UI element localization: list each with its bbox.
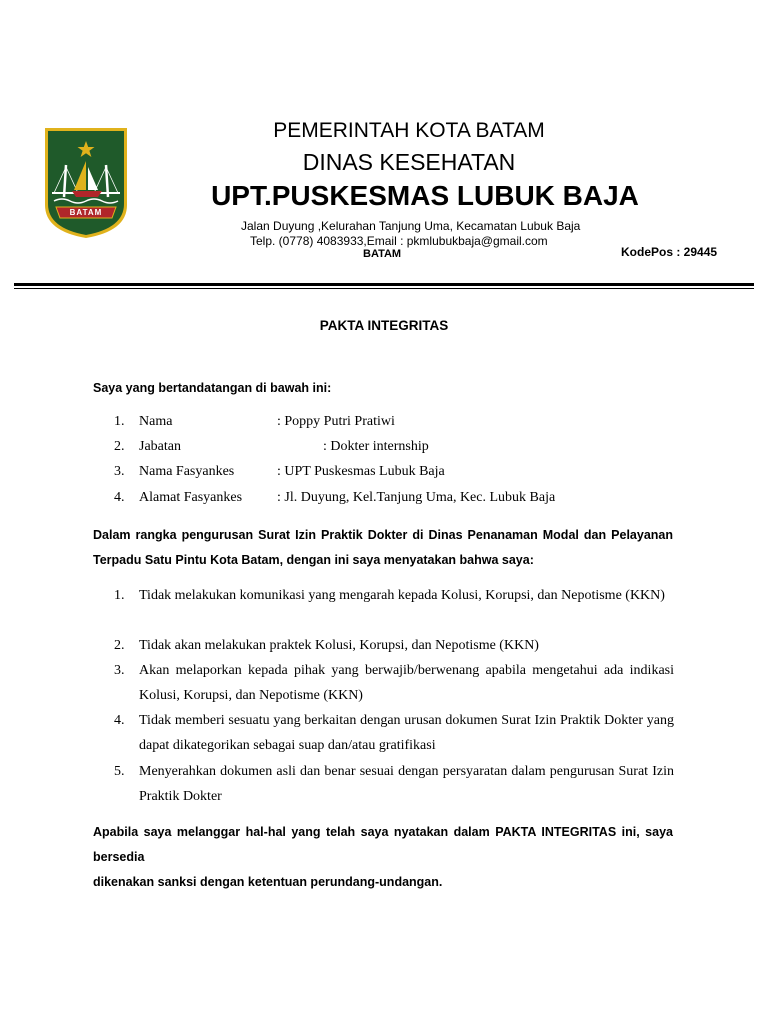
header-city: BATAM (363, 248, 402, 260)
statement-paragraph (93, 523, 673, 573)
header-contact: Telp. (0778) 4083933,Email : pkmlubukbaja@gmail.com (250, 234, 548, 248)
pledge-text: Tidak akan melakukan praktek Kolusi, Korupsi, dan Nepotisme (KKN) (139, 638, 539, 653)
document-title: PAKTA INTEGRITAS (319, 318, 449, 333)
identity-value: : Poppy Putri Pratiwi (277, 414, 395, 429)
header-divider-thin (14, 288, 754, 289)
identity-label: Jabatan (139, 439, 181, 454)
pledge-text: Tidak memberi sesuatu yang berkaitan dengan urusan dokumen Surat Izin Praktik Dokter yang dapat dikategorikan sebagai suap dan/atau gratifikasi (139, 713, 674, 753)
identity-label: Nama Fasyankes (139, 464, 235, 479)
identity-value: : Jl. Duyung, Kel.Tanjung Uma, Kec. Lubuk Baja (277, 490, 556, 505)
pledge-number: 4. (114, 713, 125, 728)
pledge-item (114, 633, 674, 658)
identity-number: 2. (114, 439, 125, 454)
header-address: Jalan Duyung ,Kelurahan Tanjung Uma, Kecamatan Lubuk Baja (241, 219, 581, 233)
closing-paragraph (93, 820, 673, 895)
header-divider-thick (14, 283, 754, 286)
identity-number: 4. (114, 490, 125, 505)
header-department-name: DINAS KESEHATAN (302, 149, 516, 175)
pledge-text: Menyerahkan dokumen asli dan benar sesuai dengan persyaratan dalam pengurusan Surat Izin Praktik Dokter (139, 764, 674, 804)
pledge-number: 2. (114, 638, 125, 653)
pledge-item (114, 708, 674, 758)
header-institution-name: UPT.PUSKESMAS LUBUK BAJA (211, 180, 639, 211)
header-postal-code: KodePos : 29445 (621, 245, 718, 259)
pledge-item (114, 658, 674, 708)
identity-label: Alamat Fasyankes (139, 490, 243, 505)
closing-line: Apabila saya melanggar hal-hal yang telah saya nyatakan dalam PAKTA INTEGRITAS ini, saya bersedia (93, 825, 673, 864)
statement-line: Terpadu Satu Pintu Kota Batam, dengan ini saya menyatakan bahwa saya: (93, 553, 534, 567)
header-government-name: PEMERINTAH KOTA BATAM (273, 119, 545, 142)
closing-line: dikenakan sanksi dengan ketentuan perundang-undangan. (93, 875, 443, 889)
pledge-item (114, 759, 674, 809)
logo-banner-text: BATAM (69, 208, 103, 217)
pledge-text: Akan melaporkan kepada pihak yang berwajib/berwenang apabila mengetahui ada indikasi Kolusi, Korupsi, dan Nepotisme (KKN) (139, 663, 674, 703)
identity-label: Nama (139, 414, 173, 429)
pledge-number: 1. (114, 588, 125, 603)
identity-number: 3. (114, 464, 125, 479)
statement-line: Dalam rangka pengurusan Surat Izin Praktik Dokter di Dinas Penanaman Modal dan Pelayanan (93, 528, 673, 542)
pledge-text: Tidak melakukan komunikasi yang mengarah kepada Kolusi, Korupsi, dan Nepotisme (KKN) (139, 588, 665, 603)
identity-value: : UPT Puskesmas Lubuk Baja (277, 464, 445, 479)
identity-value: : Dokter internship (323, 439, 429, 454)
intro-text: Saya yang bertandatangan di bawah ini: (93, 381, 332, 395)
pledge-number: 3. (114, 663, 125, 678)
pledge-item (114, 583, 674, 633)
pledge-number: 5. (114, 764, 125, 779)
identity-number: 1. (114, 414, 125, 429)
